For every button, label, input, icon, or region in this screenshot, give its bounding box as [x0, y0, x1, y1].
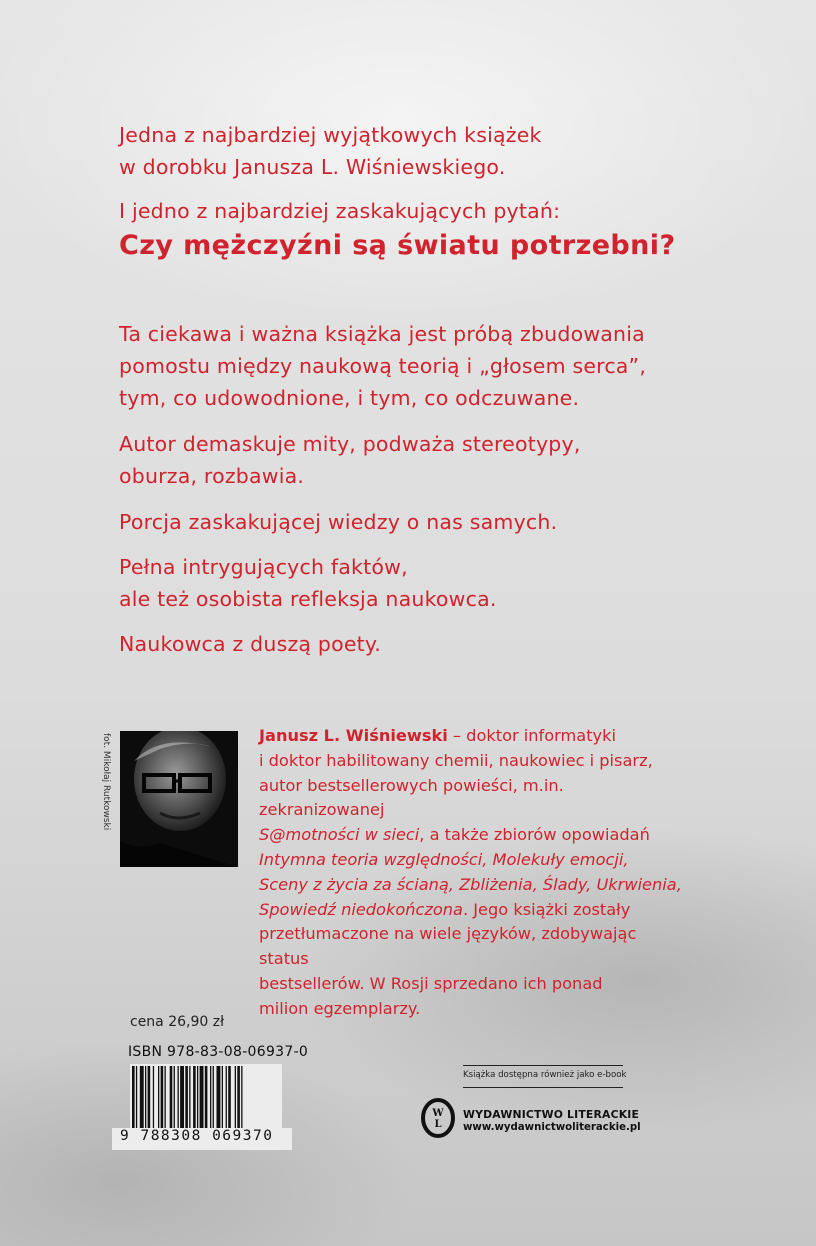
- bio-text-4: , a także zbiorów opowiadań: [419, 825, 650, 845]
- question-intro: I jedno z najbardziej zaskakujących pytań:: [119, 199, 561, 223]
- intro-line-2: w dorobku Janusza L. Wiśniewskiego.: [119, 155, 506, 179]
- svg-text:L: L: [434, 1119, 442, 1130]
- desc-p4-line2: ale też osobista refleksja naukowca.: [119, 587, 497, 611]
- author-name: Janusz L. Wiśniewski: [259, 726, 448, 745]
- desc-p4-line1: Pełna intrygujących faktów,: [119, 555, 408, 579]
- author-bio: [259, 724, 689, 1022]
- bio-text-5: . Jego książki zostały: [462, 899, 631, 919]
- author-portrait-icon: [120, 731, 238, 867]
- barcode-icon: [130, 1064, 282, 1134]
- photo-credit-text: fot. Mikołaj Rutkowski: [101, 733, 111, 831]
- ebook-note: Książka dostępna również jako e-book: [463, 1070, 627, 1080]
- bio-text-6: przetłumaczone na wiele języków, zdobywając status: [259, 924, 637, 969]
- bio-text-8: milion egzemplarzy.: [259, 998, 421, 1018]
- desc-p3: Porcja zaskakującej wiedzy o nas samych.: [119, 510, 558, 534]
- author-photo: [120, 731, 238, 867]
- desc-p1-line3: tym, co udowodnione, i tym, co odczuwane.: [119, 386, 580, 410]
- desc-p1-line1: Ta ciekawa i ważna książka jest próbą zbudowania: [119, 322, 645, 346]
- publisher-name: WYDAWNICTWO LITERACKIE: [463, 1108, 640, 1121]
- bio-text-2: i doktor habilitowany chemii, naukowiec i pisarz,: [259, 750, 653, 770]
- publisher-divider-top: [463, 1065, 623, 1066]
- publisher-url: www.wydawnictwoliterackie.pl: [463, 1122, 641, 1133]
- book-titles-sceny: Sceny z życia za ścianą, Zbliżenia, Ślady, Ukrwienia,: [259, 874, 682, 894]
- bio-text-1: – doktor informatyki: [447, 726, 616, 745]
- headline-question: Czy mężczyźni są światu potrzebni?: [119, 230, 676, 261]
- book-title-spowiedz: Spowiedź niedokończona: [259, 899, 463, 919]
- desc-p2-line1: Autor demaskuje mity, podważa stereotypy,: [119, 432, 581, 456]
- wl-logo-icon: [418, 1094, 458, 1140]
- desc-p1-line2: pomostu między naukową teorią i „głosem serca”,: [119, 354, 647, 378]
- barcode-number: 9 788308 069370: [112, 1128, 292, 1150]
- desc-p2-line2: oburza, rozbawia.: [119, 464, 305, 488]
- book-title-samotnosc: S@motności w sieci: [259, 825, 420, 845]
- bio-text-3: autor bestsellerowych powieści, m.in. zekranizowanej: [259, 775, 564, 820]
- price-label: cena 26,90 zł: [130, 1014, 225, 1030]
- isbn-label: ISBN 978-83-08-06937-0: [128, 1044, 309, 1060]
- photo-credit: [98, 733, 114, 863]
- publisher-divider-bottom: [463, 1087, 623, 1088]
- bio-text-7: bestsellerów. W Rosji sprzedano ich ponad: [259, 973, 603, 993]
- intro-line-1: Jedna z najbardziej wyjątkowych książek: [119, 123, 542, 147]
- svg-text:W: W: [432, 1108, 444, 1119]
- desc-p5: Naukowca z duszą poety.: [119, 632, 382, 656]
- book-titles-intymna: Intymna teoria względności, Molekuły emocji,: [259, 849, 629, 869]
